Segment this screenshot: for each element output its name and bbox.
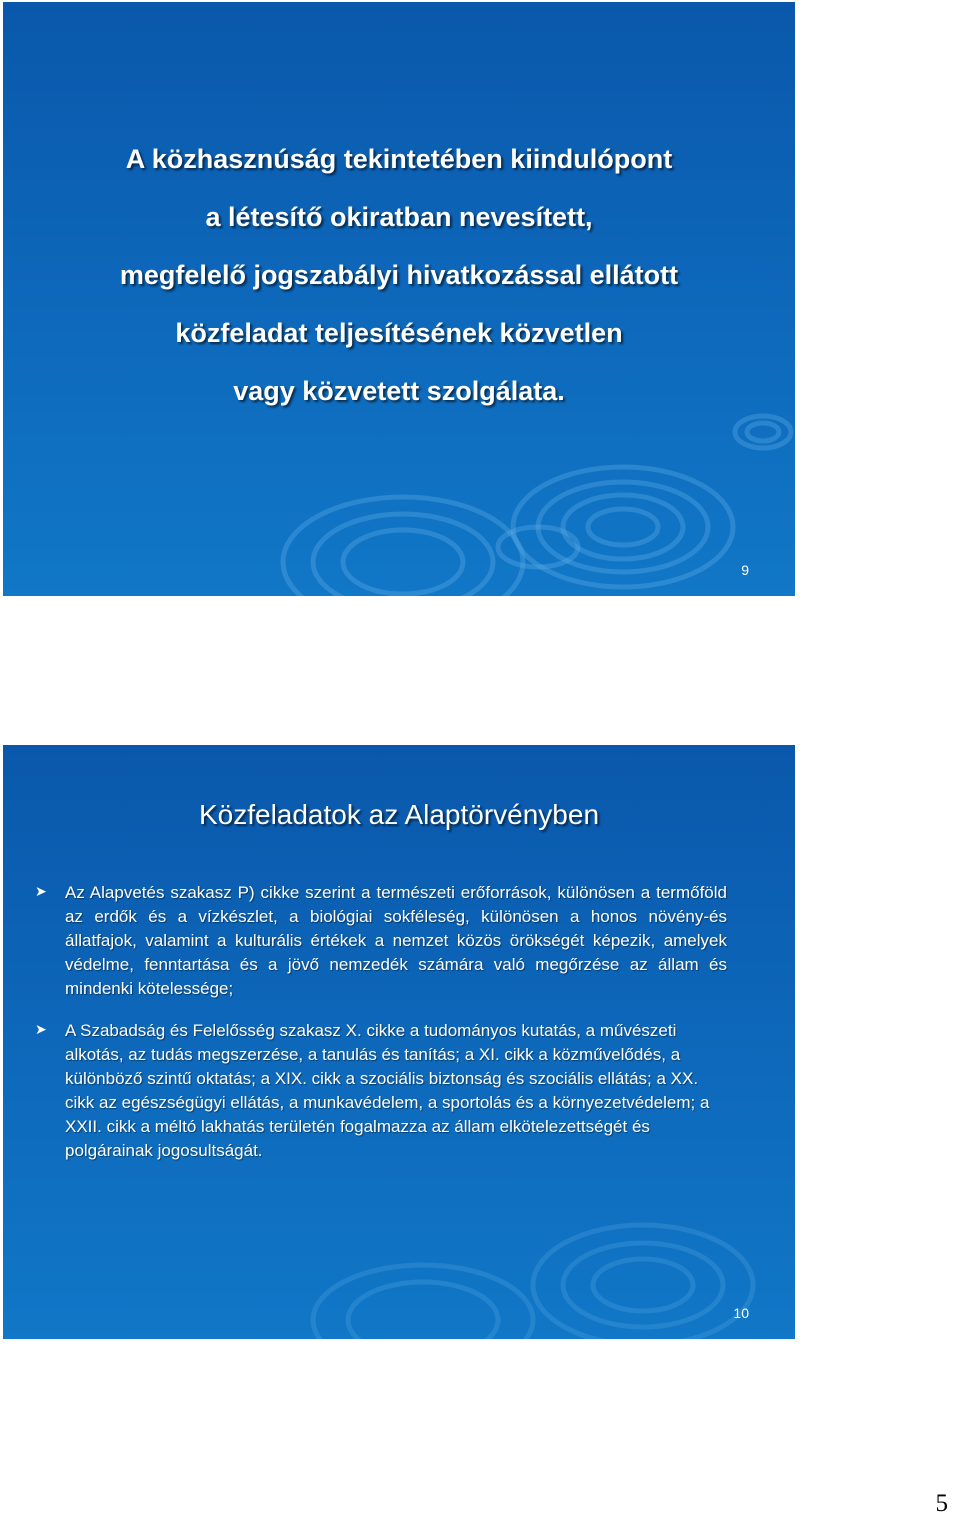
bullet-text: Az Alapvetés szakasz P) cikke szerint a természeti erőforrások, különösen a termőföld az erdők és a vízkészlet, a biológiai sokféleség, különösen a honos növény-és állatfajok, valamint a kulturális értékek a nemzet közös örökségét képezik, amelyek védelme, fenntartása és a jövő nemzedék számára való megőrzése az állam és mindenki kötelessége; [65,883,727,998]
bullet-text: A Szabadság és Felelősség szakasz X. cikke a tudományos kutatás, a művészeti alkotás, az tudás megszerzése, a tanulás és tanítás; a XI. cikk a közművelődés, a különböző szintű oktatás; a XIX. cikk a szociális biztonság és szociális ellátás; a XX. cikk az egészségügyi ellátás, a munkavédelem, a sportolás és a környezetvédelem; a XXII. cikk a méltó lakhatás területén fogalmazza az állam elkötelezettségét és polgárainak jogosultságát. [65,1021,710,1160]
title-line: megfelelő jogszabályi hivatkozással ellátott [119,260,679,290]
arrowhead-bullet-icon: ➤ [35,883,47,899]
slide-number: 9 [741,562,749,578]
title-line: A közhasznúság tekintetében kiindulópont [125,144,673,174]
list-item [35,881,727,1001]
bullet-list [35,881,727,1181]
slide-title: Közfeladatok az Alaptörvényben [198,799,600,830]
slide-title [43,130,755,420]
title-line: vagy közvetett szolgálata. [233,376,565,406]
title-line: közfeladat teljesítésének közvetlen [175,318,623,348]
slide-9 [3,2,795,596]
list-item [35,1019,727,1163]
title-line: a létesítő okiratban nevesített, [205,202,593,232]
slide-10 [3,745,795,1339]
arrowhead-bullet-icon: ➤ [35,1021,47,1037]
page-number: 5 [935,1490,948,1517]
slide-number: 10 [733,1305,749,1321]
